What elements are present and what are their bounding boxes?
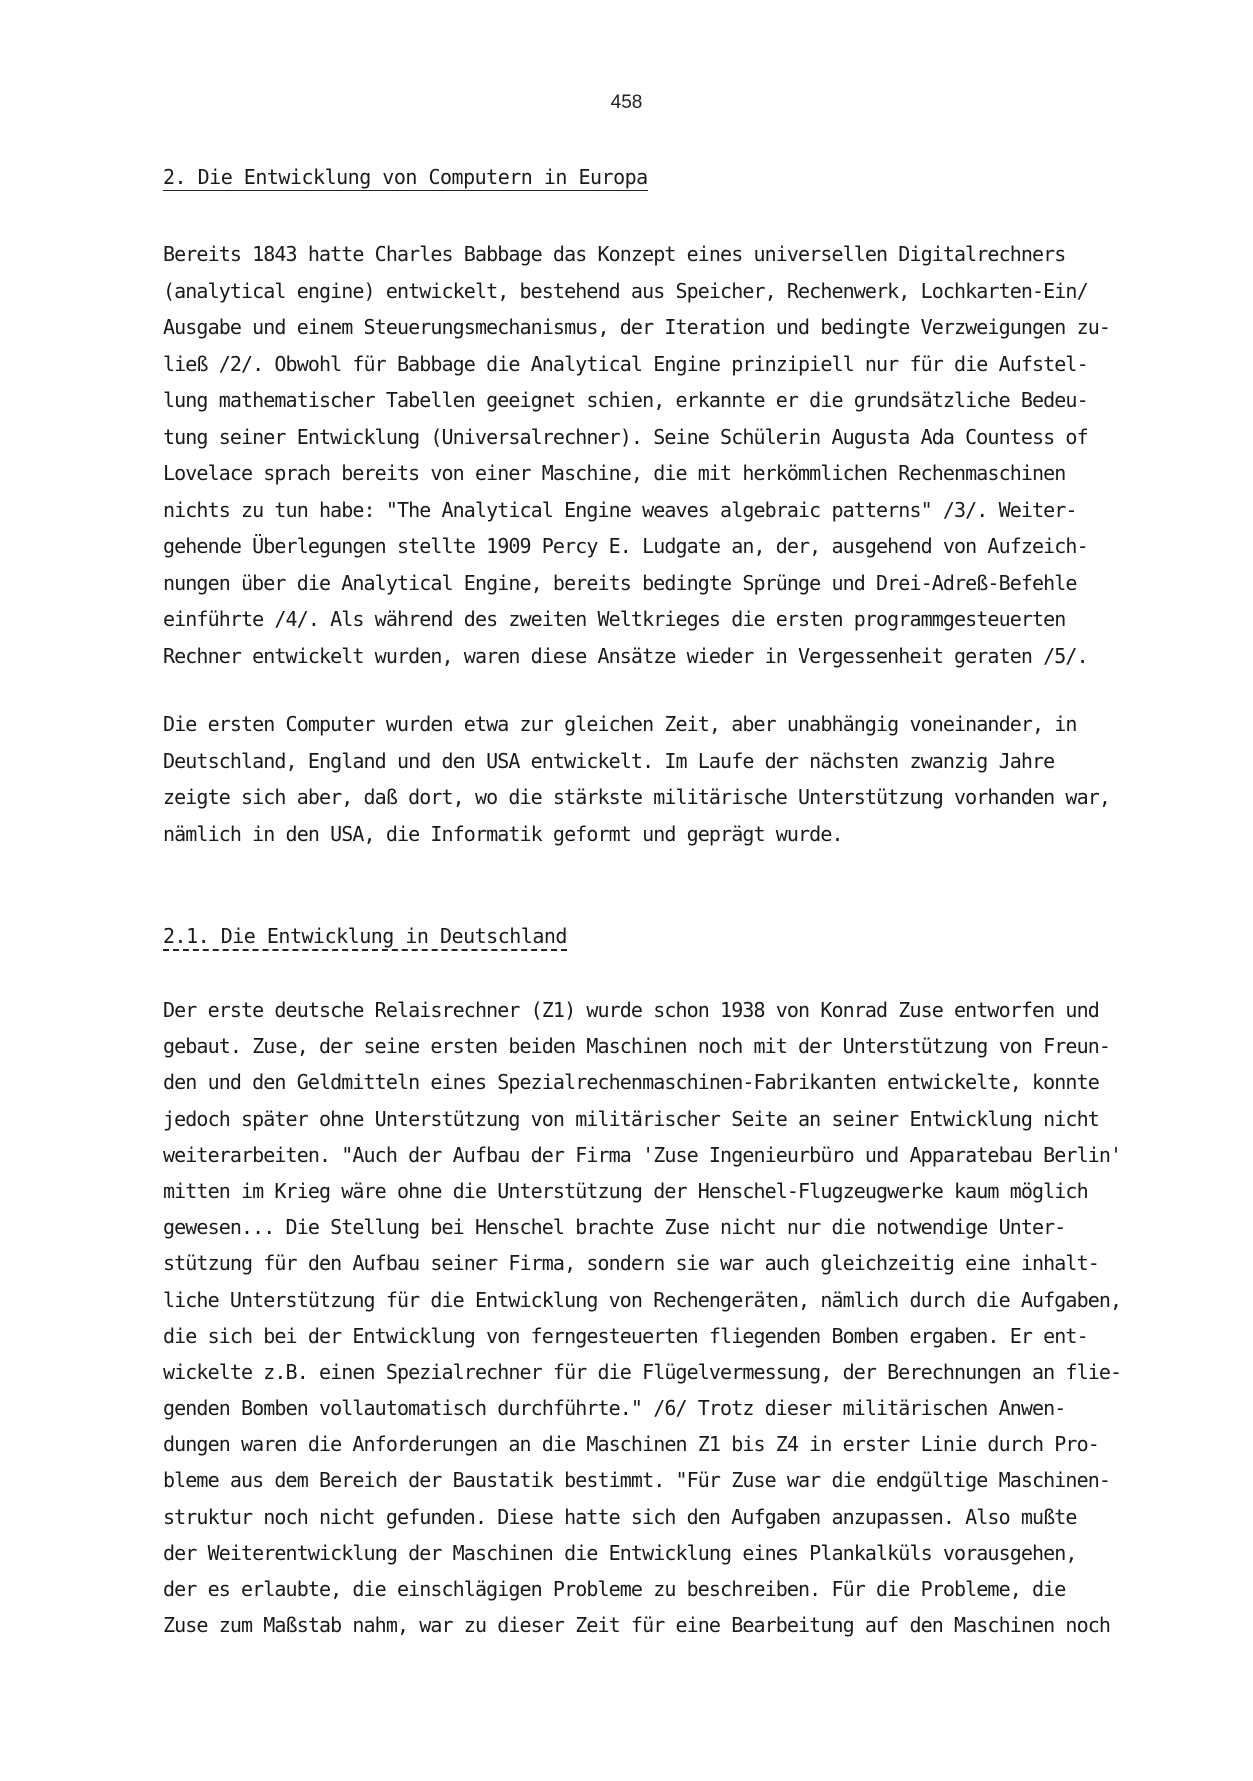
text-line: wickelte z.B. einen Spezialrechner für die Flügelvermessung, der Berechnungen an flie- (163, 1359, 1122, 1384)
page-number: 458 (610, 92, 643, 113)
text-line: Ausgabe und einem Steuerungsmechanismus, der Iteration und bedingte Verzweigungen zu- (163, 315, 1110, 339)
text-line: der Weiterentwicklung der Maschinen die Entwicklung eines Plankalküls vorausgehen, (163, 1540, 1077, 1565)
text-line: lung mathematischer Tabellen geeignet schien, erkannte er die grundsätzliche Bedeu- (163, 388, 1088, 412)
subsection-heading: 2.1. Die Entwicklung in Deutschland (163, 924, 567, 951)
text-line: jedoch später ohne Unterstützung von militärischer Seite an seiner Entwicklung nicht (163, 1106, 1099, 1131)
text-line: dungen waren die Anforderungen an die Maschinen Z1 bis Z4 in erster Linie durch Pro- (163, 1432, 1099, 1457)
text-line: gebaut. Zuse, der seine ersten beiden Maschinen noch mit der Unterstützung von Freun- (163, 1034, 1110, 1059)
text-line: zeigte sich aber, daß dort, wo die stärkste militärische Unterstützung vorhanden war, (163, 785, 1110, 809)
section-heading: 2. Die Entwicklung von Computern in Europa (163, 165, 648, 189)
text-line: stützung für den Aufbau seiner Firma, sondern sie war auch gleichzeitig eine inhalt- (163, 1251, 1099, 1276)
text-line: Bereits 1843 hatte Charles Babbage das Konzept eines universellen Digitalrechners (163, 242, 1066, 266)
text-line: gehende Überlegungen stellte 1909 Percy E. Ludgate an, der, ausgehend von Aufzeich- (163, 534, 1088, 558)
text-line: Rechner entwickelt wurden, waren diese Ansätze wieder in Vergessenheit geraten /5/. (163, 643, 1088, 668)
paragraph-zuse (163, 992, 1173, 1643)
text-line: nungen über die Analytical Engine, bereits bedingte Sprünge und Drei-Adreß-Befehle (163, 570, 1077, 595)
text-line: Lovelace sprach bereits von einer Maschine, die mit herkömmlichen Rechenmaschinen (163, 461, 1066, 485)
text-line: Der erste deutsche Relaisrechner (Z1) wurde schon 1938 von Konrad Zuse entworfen und (163, 998, 1099, 1022)
text-line: gewesen... Die Stellung bei Henschel brachte Zuse nicht nur die notwendige Unter- (163, 1215, 1066, 1240)
text-line: Zuse zum Maßstab nahm, war zu dieser Zeit für eine Bearbeitung auf den Maschinen noch (163, 1613, 1110, 1638)
text-line: liche Unterstützung für die Entwicklung von Rechengeräten, nämlich durch die Aufgaben, (163, 1287, 1122, 1312)
text-line: der es erlaubte, die einschlägigen Probleme zu beschreiben. Für die Probleme, die (163, 1577, 1066, 1601)
text-line: einführte /4/. Als während des zweiten Weltkrieges die ersten programmgesteuerten (163, 607, 1066, 631)
text-line: tung seiner Entwicklung (Universalrechner). Seine Schülerin Augusta Ada Countess of (163, 424, 1088, 449)
text-line: Deutschland, England und den USA entwickelt. Im Laufe der nächsten zwanzig Jahre (163, 748, 1055, 773)
text-line: den und den Geldmitteln eines Spezialrechenmaschinen-Fabrikanten entwickelte, konnte (163, 1070, 1099, 1095)
text-line: bleme aus dem Bereich der Baustatik bestimmt. "Für Zuse war die endgültige Maschinen- (163, 1468, 1110, 1493)
text-line: nämlich in den USA, die Informatik geformt und geprägt wurde. (163, 821, 843, 846)
text-line: (analytical engine) entwickelt, bestehend aus Speicher, Rechenwerk, Lochkarten-Ein/ (163, 278, 1088, 303)
text-line: mitten im Krieg wäre ohne die Unterstützung der Henschel-Flugzeugwerke kaum möglich (163, 1178, 1088, 1203)
text-line: ließ /2/. Obwohl für Babbage die Analytical Engine prinzipiell nur für die Aufstel- (163, 351, 1088, 376)
paragraph-first-computers (163, 706, 1173, 852)
text-line: die sich bei der Entwicklung von ferngesteuerten fliegenden Bomben ergaben. Er ent- (163, 1323, 1088, 1348)
text-line: Die ersten Computer wurden etwa zur gleichen Zeit, aber unabhängig voneinander, in (163, 712, 1077, 736)
text-line: struktur noch nicht gefunden. Diese hatte sich den Aufgaben anzupassen. Also mußte (163, 1504, 1077, 1529)
text-line: nichts zu tun habe: "The Analytical Engine weaves algebraic patterns" /3/. Weiter- (163, 497, 1077, 522)
paragraph-babbage (163, 236, 1173, 674)
text-line: genden Bomben vollautomatisch durchführte." /6/ Trotz dieser militärischen Anwen- (163, 1396, 1066, 1421)
text-line: weiterarbeiten. "Auch der Aufbau der Firma 'Zuse Ingenieurbüro und Apparatebau Berlin' (163, 1142, 1122, 1167)
